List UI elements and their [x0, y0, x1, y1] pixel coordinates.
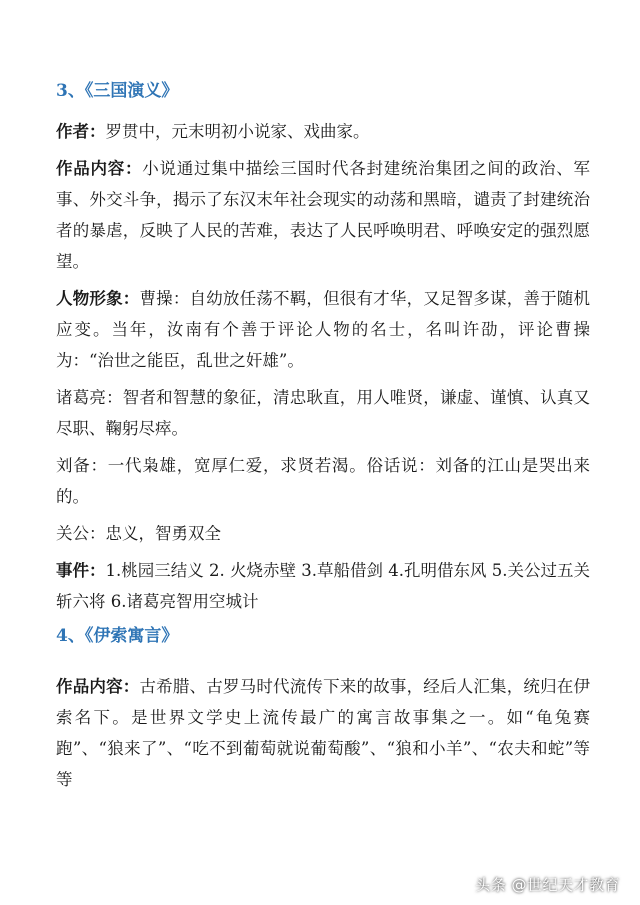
- aesop-content-label: 作品内容：: [56, 677, 140, 696]
- aesop-content-paragraph: [56, 671, 590, 795]
- liubei-paragraph: 刘备：一代枭雄，宽厚仁爱，求贤若渴。俗话说：刘备的江山是哭出来的。: [56, 456, 590, 506]
- watermark-text: 头条 @世纪天才教育: [475, 876, 620, 894]
- author-text: 罗贯中，元末明初小说家、戏曲家。: [105, 122, 370, 141]
- caocao-text: 曹操：自幼放任荡不羁，但很有才华，又足智多谋，善于随机应变。当年，汝南有个善于评论人物的名士，名叫许劭，评论曹操为：“治世之能臣，乱世之奸雄”。: [56, 289, 591, 370]
- guangong-paragraph: 关公：忠义，智勇双全: [56, 524, 221, 543]
- events-text: 1.桃园三结义 2. 火烧赤壁 3.草船借剑 4.孔明借东风 5.关公过五关斩六将 6.诸葛亮智用空城计: [56, 561, 590, 611]
- zhugeliang-paragraph: 诸葛亮：智者和智慧的象征，清忠耿直，用人唯贤，谦虚、谨慎、认真又尽职、鞠躬尽瘁。: [56, 388, 590, 438]
- content-text: 小说通过集中描绘三国时代各封建统治集团之间的政治、军事、外交斗争，揭示了东汉末年社会现实的动荡和黑暗，谴责了封建统治者的暴虐，反映了人民的苦难，表达了人民呼唤明君、呼唤安定的强烈愿望。: [56, 159, 590, 271]
- content-paragraph: [56, 153, 590, 277]
- section-heading-sanguo: 3、《三国演义》: [56, 81, 179, 101]
- author-label: 作者：: [56, 122, 106, 141]
- aesop-content-text: 古希腊、古罗马时代流传下来的故事，经后人汇集，统归在伊索名下。是世界文学史上流传最广的寓言故事集之一。如“龟兔赛跑”、“狼来了”、“吃不到葡萄就说葡萄酸”、“狼和小羊”、“农夫和蛇”等等: [56, 677, 591, 789]
- events-paragraph: [56, 555, 590, 617]
- section-heading-aesop: 4、《伊索寓言》: [56, 626, 179, 646]
- characters-label: 人物形象：: [56, 289, 140, 308]
- author-paragraph: [56, 116, 590, 147]
- events-label: 事件：: [56, 561, 106, 580]
- content-label: 作品内容：: [56, 159, 143, 178]
- document-page: [56, 78, 590, 801]
- characters-paragraph: [56, 283, 590, 376]
